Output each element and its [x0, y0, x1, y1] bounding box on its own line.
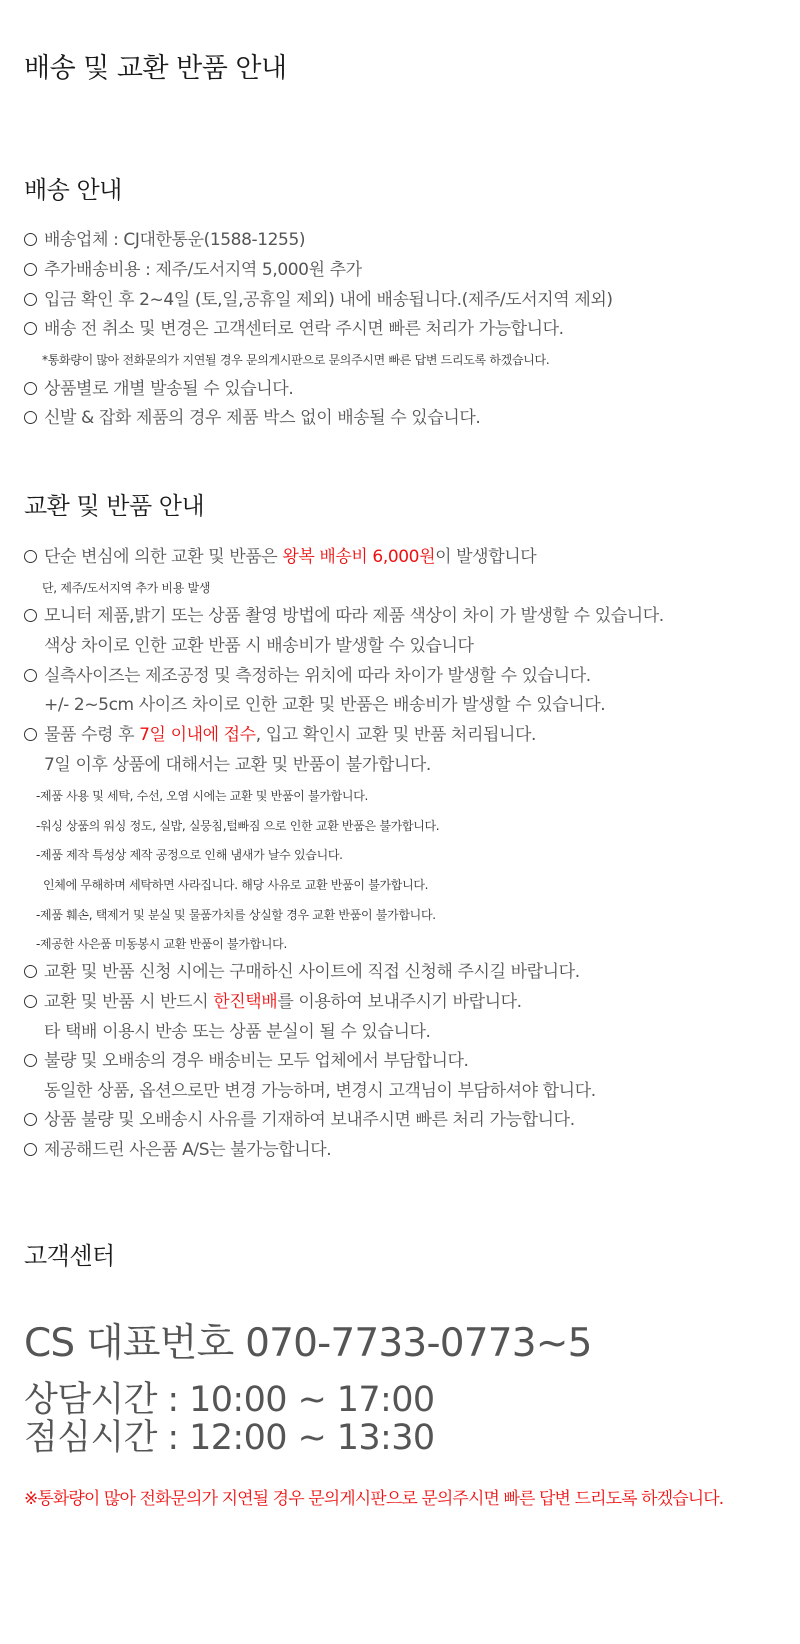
cs-lunch-hours: 점심시간 : 12:00 ~ 13:30 — [24, 1418, 435, 1458]
exchange-note-smell-sub: 인체에 무해하며 세탁하면 사라집니다. 해당 사유로 교환 반품이 불가합니다. — [43, 878, 429, 892]
exchange-note-gift: -제공한 사은품 미동봉시 교환 반품이 불가합니다. — [36, 937, 287, 951]
exchange-note-damage: -제품 훼손, 택제거 및 분실 및 물품가치를 상실할 경우 교환 반품이 불가합니다. — [36, 908, 436, 922]
circle-bullet-icon — [24, 1113, 37, 1126]
exchange-item-deadline-sub: 7일 이후 상품에 대해서는 교환 및 반품이 불가합니다. — [44, 755, 431, 775]
exchange-item-color-sub: 색상 차이로 인한 교환 반품 시 배송비가 발생할 수 있습니다 — [44, 636, 474, 656]
cs-heading: 고객센터 — [24, 1242, 115, 1270]
shipping-item-carrier: 배송업체 : CJ대한통운(1588-1255) — [24, 229, 305, 251]
shipping-item-extra-fee: 추가배송비용 : 제주/도서지역 5,000원 추가 — [24, 259, 362, 281]
circle-bullet-icon — [24, 233, 37, 246]
circle-bullet-icon — [24, 728, 37, 741]
exchange-item-deadline: 물품 수령 후 7일 이내에 접수, 입고 확인시 교환 및 반품 처리됩니다. — [24, 724, 536, 746]
circle-bullet-icon — [24, 1054, 37, 1067]
exchange-item-change-of-mind: 단순 변심에 의한 교환 및 반품은 왕복 배송비 6,000원이 발생합니다 — [24, 546, 536, 568]
shipping-item-cancel: 배송 전 취소 및 변경은 고객센터로 연락 주시면 빠른 처리가 가능합니다. — [24, 318, 564, 340]
circle-bullet-icon — [24, 263, 37, 276]
circle-bullet-icon — [24, 995, 37, 1008]
circle-bullet-icon — [24, 293, 37, 306]
circle-bullet-icon — [24, 609, 37, 622]
exchange-item-size: 실측사이즈는 제조공정 및 측정하는 위치에 따라 차이가 발생할 수 있습니다. — [24, 665, 591, 687]
exchange-item-gift-as: 제공해드린 사은품 A/S는 불가능합니다. — [24, 1139, 331, 1161]
cs-phone-number: CS 대표번호 070-7733-0773~5 — [24, 1321, 592, 1366]
circle-bullet-icon — [24, 965, 37, 978]
exchange-note-smell: -제품 제작 특성상 제작 공정으로 인해 냄새가 날수 있습니다. — [36, 848, 343, 862]
exchange-item-courier: 교환 및 반품 시 반드시 한진택배를 이용하여 보내주시기 바랍니다. — [24, 991, 522, 1013]
page-title: 배송 및 교환 반품 안내 — [24, 53, 287, 84]
circle-bullet-icon — [24, 550, 37, 563]
circle-bullet-icon — [24, 322, 37, 335]
exchange-item-defect: 불량 및 오배송의 경우 배송비는 모두 업체에서 부담합니다. — [24, 1050, 469, 1072]
deadline-highlight: 7일 이내에 접수 — [139, 725, 256, 745]
exchange-note-washing: -워싱 상품의 워싱 정도, 실밥, 실뭉침,털빠짐 으로 인한 교환 반품은 불가합니다. — [36, 819, 440, 833]
shipping-note: *통화량이 많아 전화문의가 지연될 경우 문의게시판으로 문의주시면 빠른 답변 드리도록 하겠습니다. — [42, 353, 550, 367]
round-trip-fee-highlight: 왕복 배송비 6,000원 — [282, 547, 436, 567]
exchange-item-courier-sub: 타 택배 이용시 반송 또는 상품 분실이 될 수 있습니다. — [44, 1022, 431, 1042]
exchange-item-size-sub: +/- 2~5cm 사이즈 차이로 인한 교환 및 반품은 배송비가 발생할 수 있습니다. — [44, 695, 606, 715]
cs-notice: ※통화량이 많아 전화문의가 지연될 경우 문의게시판으로 문의주시면 빠른 답변 드리도록 하겠습니다. — [24, 1489, 724, 1509]
exchange-item-color: 모니터 제품,밝기 또는 상품 촬영 방법에 따라 제품 색상이 차이 가 발생할 수 있습니다. — [24, 605, 664, 627]
shipping-item-separate: 상품별로 개별 발송될 수 있습니다. — [24, 378, 293, 400]
exchange-item-reason: 상품 불량 및 오배송시 사유를 기재하여 보내주시면 빠른 처리 가능합니다. — [24, 1109, 575, 1131]
cs-consult-hours: 상담시간 : 10:00 ~ 17:00 — [24, 1380, 435, 1420]
exchange-note-usage: -제품 사용 및 세탁, 수선, 오염 시에는 교환 및 반품이 불가합니다. — [36, 789, 369, 803]
circle-bullet-icon — [24, 382, 37, 395]
circle-bullet-icon — [24, 411, 37, 424]
exchange-heading: 교환 및 반품 안내 — [24, 492, 205, 520]
exchange-item-defect-sub: 동일한 상품, 옵션으로만 변경 가능하며, 변경시 고객님이 부담하셔야 합니다. — [44, 1081, 596, 1101]
shipping-item-delivery-time: 입금 확인 후 2~4일 (토,일,공휴일 제외) 내에 배송됩니다.(제주/도서지역 제외) — [24, 289, 613, 311]
exchange-extra-cost-note: 단, 제주/도서지역 추가 비용 발생 — [42, 581, 211, 595]
circle-bullet-icon — [24, 1143, 37, 1156]
courier-highlight: 한진택배 — [213, 992, 278, 1012]
shipping-item-no-box: 신발 & 잡화 제품의 경우 제품 박스 없이 배송될 수 있습니다. — [24, 407, 480, 429]
shipping-heading: 배송 안내 — [24, 176, 122, 204]
circle-bullet-icon — [24, 669, 37, 682]
exchange-item-apply: 교환 및 반품 신청 시에는 구매하신 사이트에 직접 신청해 주시길 바랍니다. — [24, 961, 580, 983]
